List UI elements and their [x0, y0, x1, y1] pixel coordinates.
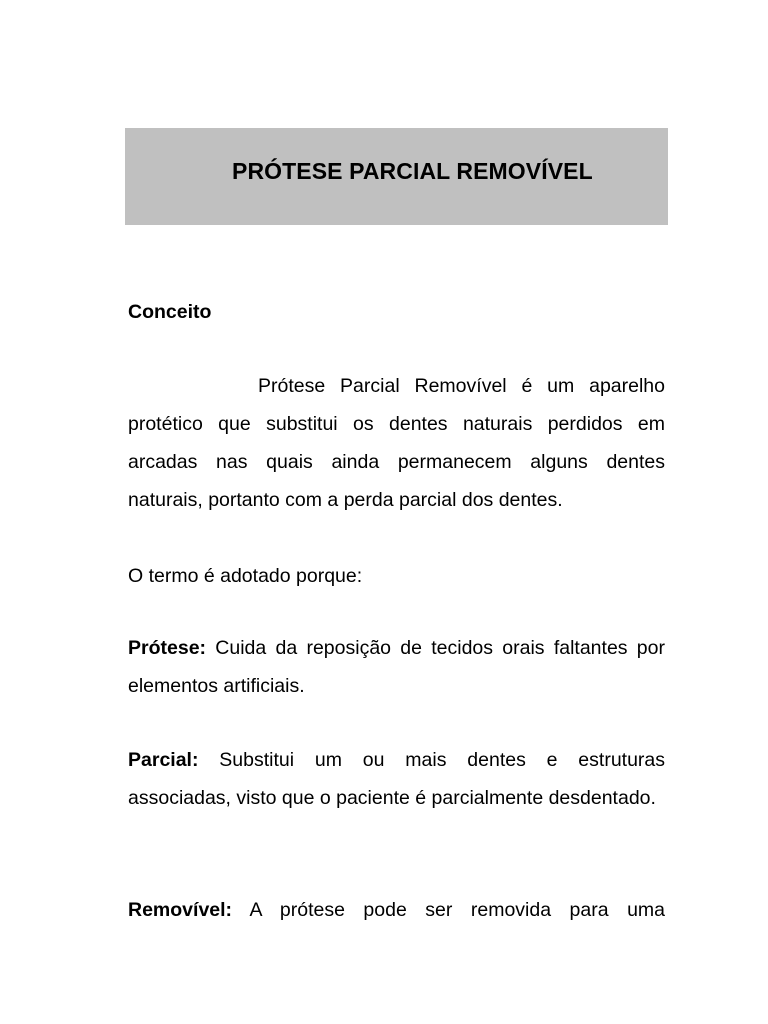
- concept-paragraph: Prótese Parcial Removível é um aparelho protético que substitui os dentes naturais perdidos em arcadas nas quais ainda permanecem alguns dentes naturais, portanto com a perda parcial dos dentes.: [128, 375, 665, 511]
- definition-term: Removível:: [128, 899, 233, 921]
- title-banner: [125, 128, 668, 225]
- intro-sentence: O termo é adotado porque:: [128, 565, 363, 587]
- definition-text: Substitui um ou mais dentes e estruturas associadas, visto que o paciente é parcialmente desdentado.: [128, 749, 666, 809]
- definition-term: Parcial:: [128, 749, 199, 771]
- definition-protese: [128, 629, 665, 705]
- definition-text: Cuida da reposição de tecidos orais faltantes por elementos artificiais.: [128, 637, 665, 697]
- page-title: PRÓTESE PARCIAL REMOVÍVEL: [232, 158, 593, 184]
- section-heading: Conceito: [128, 301, 212, 323]
- definition-removivel: [128, 891, 665, 929]
- definition-text: A prótese pode ser removida para uma: [249, 899, 666, 921]
- definition-parcial: [128, 741, 665, 817]
- definition-term: Prótese:: [128, 637, 207, 659]
